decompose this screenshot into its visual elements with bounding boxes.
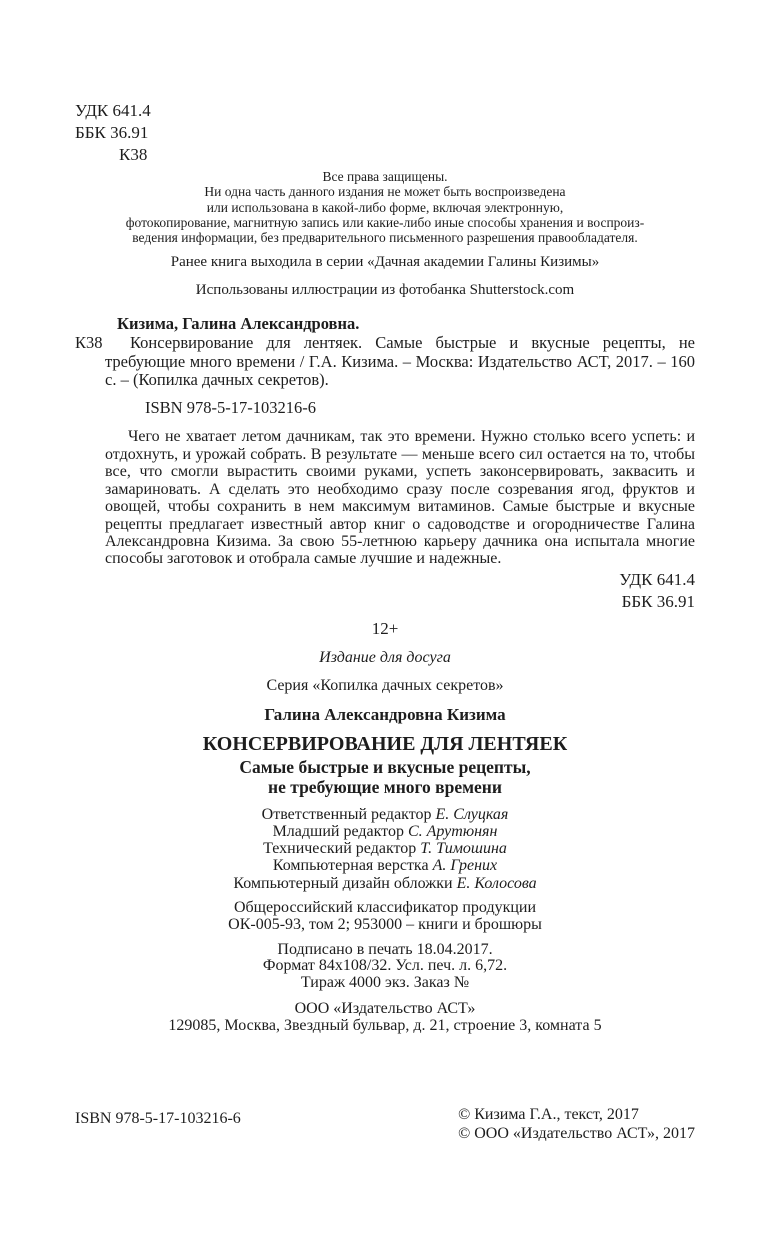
staff-person: С. Арутюнян bbox=[407, 822, 498, 840]
staff-role: Младший редактор bbox=[272, 822, 404, 840]
rights-line: Ни одна часть данного издания не может быть воспроизведена bbox=[204, 184, 566, 200]
classifier-line: Общероссийский классификатор продукции bbox=[233, 898, 537, 916]
illustrations-note: Использованы иллюстрации из фотобанка Shutterstock.com bbox=[195, 282, 575, 299]
staff-role: Компьютерная верстка bbox=[272, 857, 429, 875]
print-date-line: Подписано в печать 18.04.2017. bbox=[277, 940, 493, 958]
author-sign-top: К38 bbox=[119, 145, 148, 164]
staff-person: Е. Колосова bbox=[456, 874, 537, 892]
rights-notice bbox=[75, 169, 695, 245]
udc-code-top: УДК 641.4 bbox=[75, 101, 151, 120]
print-format-line: Формат 84х108/32. Усл. печ. л. 6,72. bbox=[262, 957, 508, 975]
rights-line: ведения информации, без предварительного письменного разрешения правообладателя. bbox=[132, 230, 638, 246]
card-author: Кизима, Галина Александровна. bbox=[117, 314, 360, 334]
series-name: Серия «Копилка дачных секретов» bbox=[266, 676, 504, 694]
staff-role: Технический редактор bbox=[263, 840, 417, 858]
staff-role: Компьютерный дизайн обложки bbox=[233, 874, 453, 892]
page-footer bbox=[75, 1106, 695, 1143]
book-subtitle-line1: Самые быстрые и вкусные рецепты, bbox=[239, 756, 531, 777]
rights-line: Все права защищены. bbox=[322, 169, 448, 184]
copyright-author: © Кизима Г.А., текст, 2017 bbox=[458, 1106, 639, 1123]
print-info bbox=[75, 942, 695, 992]
series-history-note: Ранее книга выходила в серии «Дачная академии Галины Кизимы» bbox=[170, 254, 600, 271]
staff-line bbox=[75, 875, 695, 892]
card-isbn: ISBN 978-5-17-103216-6 bbox=[145, 397, 316, 417]
author-sign-card: К38 bbox=[75, 333, 103, 353]
rights-line: фотокопирование, магнитную запись или какие-либо иные способы хранения и воспроиз- bbox=[125, 214, 645, 230]
rights-line: или использована в какой-либо форме, включая электронную, bbox=[206, 199, 564, 215]
copyright-publisher: © ООО «Издательство АСТ», 2017 bbox=[458, 1124, 695, 1142]
annotation-text: Чего не хватает летом дачникам, так это времени. Нужно столько всего успеть: и отдохнуть, и урожай собрать. В результате — меньше всего сил остается на то, чтобы все, что смогли вырастить своими руками, успеть законсервировать, заквасить и замариновать. А сделать это необходимо сразу после созревания ягод, фруктов и овощей, чтобы сохранить в нем максимум витаминов. Самые быстрые и вкусные рецепты предлагает известный автор книг о садоводстве и огородничестве Галина Александровна Кизима. За свою 55-летнюю карьеру дачника она испытала многие способы заготовок и отобрала самые лучшие и надежные. bbox=[105, 428, 695, 568]
catalog-card bbox=[75, 315, 695, 417]
classifier-line: ОК-005-93, том 2; 953000 – книги и брошюры bbox=[228, 916, 542, 934]
card-description: Консервирование для лентяек. Самые быстрые и вкусные рецепты, не требующие много времени / Г.А. Кизима. – Москва: Издательство АСТ, 2017. – 160 с. – (Копилка дачных секретов). bbox=[105, 333, 695, 390]
classification-codes-top bbox=[75, 100, 695, 166]
staff-line bbox=[75, 840, 695, 857]
product-classifier bbox=[75, 899, 695, 934]
staff-line bbox=[75, 857, 695, 874]
staff-person: А. Грених bbox=[432, 857, 498, 875]
classification-codes-bottom bbox=[75, 569, 695, 613]
staff-line bbox=[75, 823, 695, 840]
staff-list bbox=[75, 806, 695, 892]
publisher-address: 129085, Москва, Звездный бульвар, д. 21, строение 3, комната 5 bbox=[168, 1017, 602, 1035]
publisher-name: ООО «Издательство АСТ» bbox=[294, 999, 476, 1017]
bbk-code-top: ББК 36.91 bbox=[75, 123, 149, 142]
print-run-line: Тираж 4000 экз. Заказ № bbox=[300, 974, 470, 992]
imprint-content bbox=[75, 0, 695, 1035]
age-rating: 12+ bbox=[371, 618, 399, 638]
book-title: КОНСЕРВИРОВАНИЕ ДЛЯ ЛЕНТЯЕК bbox=[202, 732, 568, 755]
udc-code-bottom: УДК 641.4 bbox=[619, 569, 695, 589]
staff-role: Ответственный редактор bbox=[261, 805, 432, 823]
author-name: Галина Александровна Кизима bbox=[264, 704, 506, 724]
edition-type: Издание для досуга bbox=[319, 648, 451, 666]
staff-person: Е. Слуцкая bbox=[435, 805, 509, 823]
footer-isbn: ISBN 978-5-17-103216-6 bbox=[75, 1110, 241, 1127]
book-subtitle-line2: не требующие много времени bbox=[268, 777, 502, 798]
card-entry bbox=[75, 334, 695, 390]
copyright-block bbox=[458, 1106, 695, 1143]
staff-line bbox=[75, 806, 695, 823]
staff-person: Т. Тимошина bbox=[420, 840, 507, 858]
publisher-info bbox=[75, 1000, 695, 1035]
bbk-code-bottom: ББК 36.91 bbox=[621, 591, 695, 611]
